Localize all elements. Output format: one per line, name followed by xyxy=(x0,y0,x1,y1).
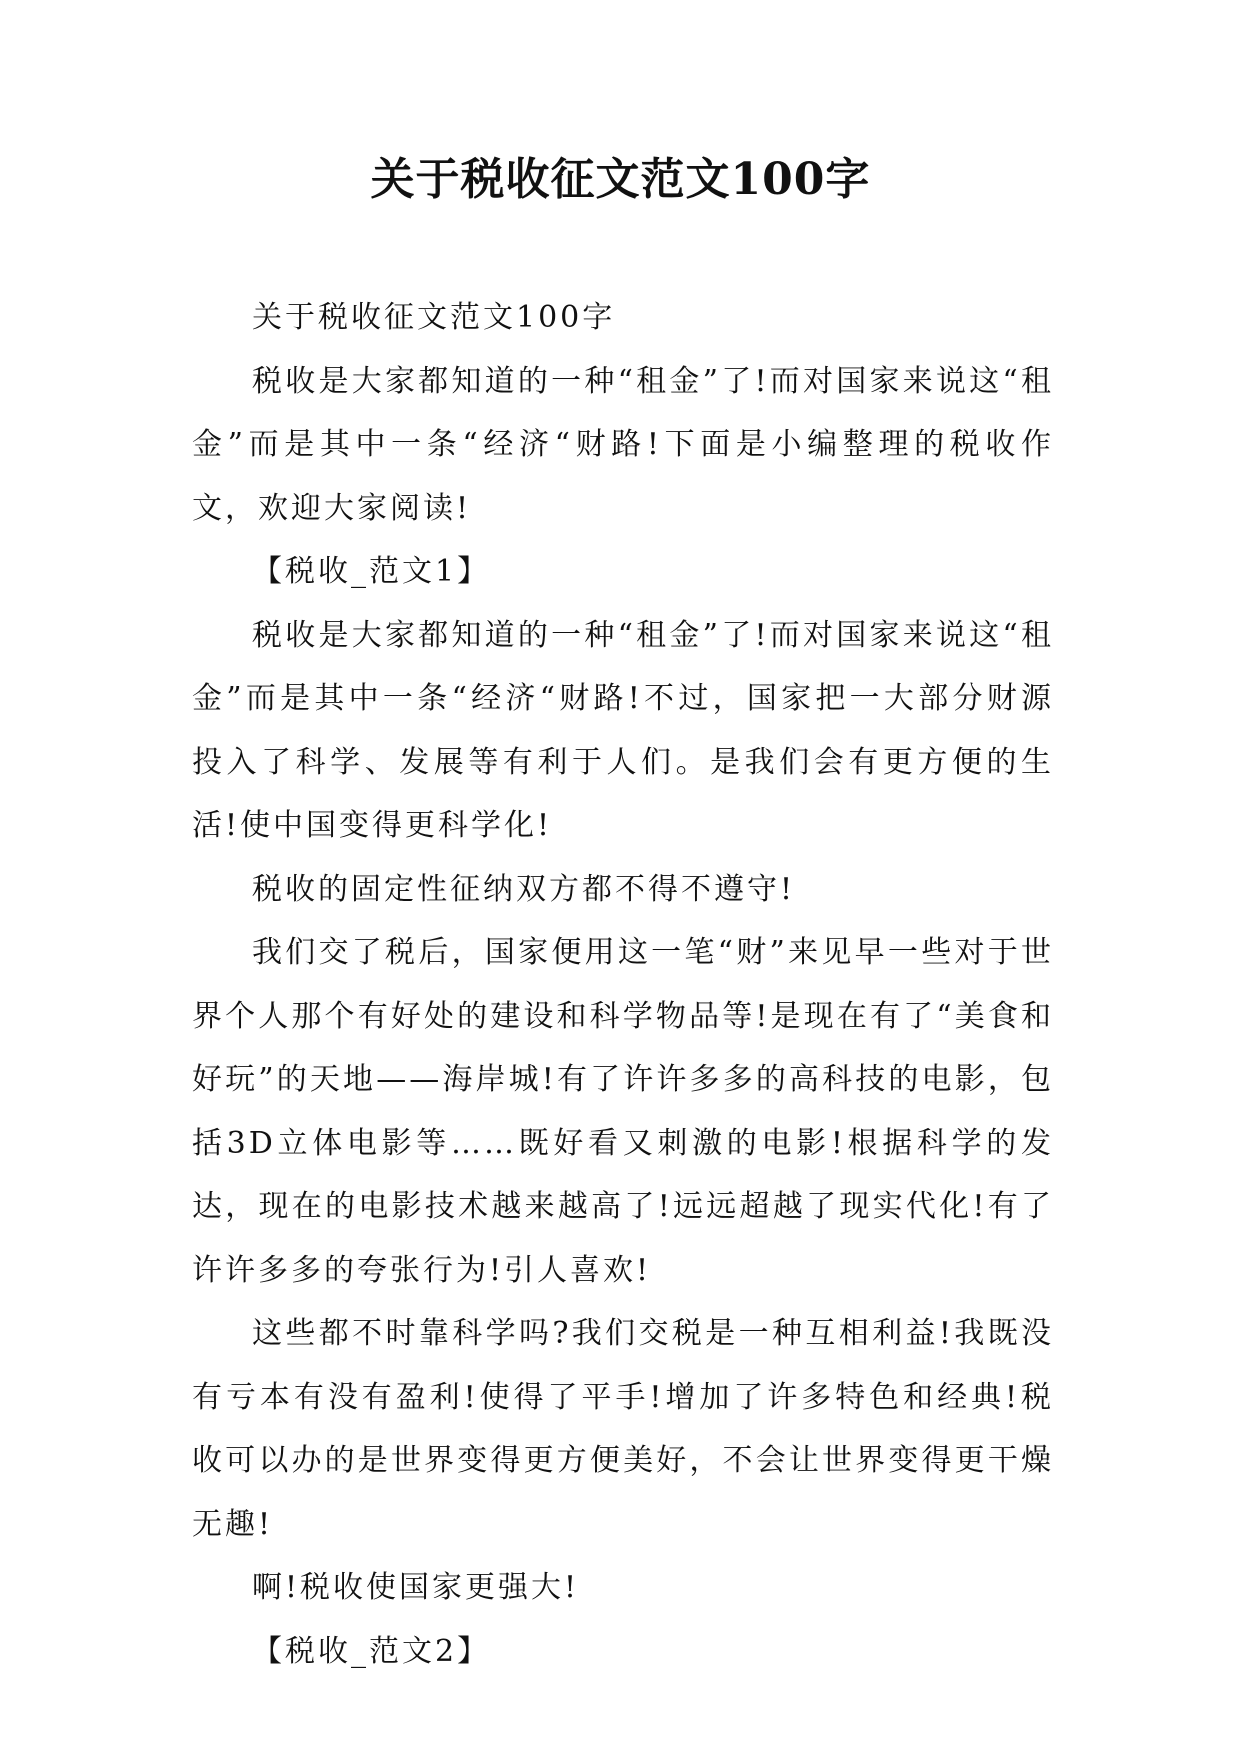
paragraph: 这些都不时靠科学吗?我们交税是一种互相利益!我既没有亏本有没有盈利!使得了平手!增加了许多特色和经典!税收可以办的是世界变得更方便美好，不会让世界变得更干燥无趣! xyxy=(192,1316,1054,1542)
document-body xyxy=(192,286,1054,1683)
paragraph: 税收的固定性征纳双方都不得不遵守! xyxy=(252,871,796,907)
paragraph: 我们交了税后，国家便用这一笔“财”来见早一些对于世界个人那个有好处的建设和科学物品等!是现在有了“美食和好玩”的天地——海岸城!有了许许多多的高科技的电影，包括3D立体电影等……既好看又刺激的电影!根据科学的发达，现在的电影技术越来越高了!远远超越了现实代化!有了许许多多的夸张行为!引人喜欢! xyxy=(192,935,1054,1288)
section-heading-2: 【税收_范文2】 xyxy=(252,1633,491,1669)
section-heading-1: 【税收_范文1】 xyxy=(252,554,491,589)
paragraph-intro: 税收是大家都知道的一种“租金”了!而对国家来说这“租金”而是其中一条“经济“财路!下面是小编整理的税收作文，欢迎大家阅读! xyxy=(192,363,1054,526)
paragraph: 税收是大家都知道的一种“租金”了!而对国家来说这“租金”而是其中一条“经济“财路!不过，国家把一大部分财源投入了科学、发展等有利于人们。是我们会有更方便的生活!使中国变得更科学化! xyxy=(192,617,1054,843)
paragraph: 啊!税收使国家更强大! xyxy=(252,1570,580,1605)
paragraph-subtitle: 关于税收征文范文100字 xyxy=(252,300,616,335)
document-title: 关于税收征文范文100字 xyxy=(370,154,871,205)
